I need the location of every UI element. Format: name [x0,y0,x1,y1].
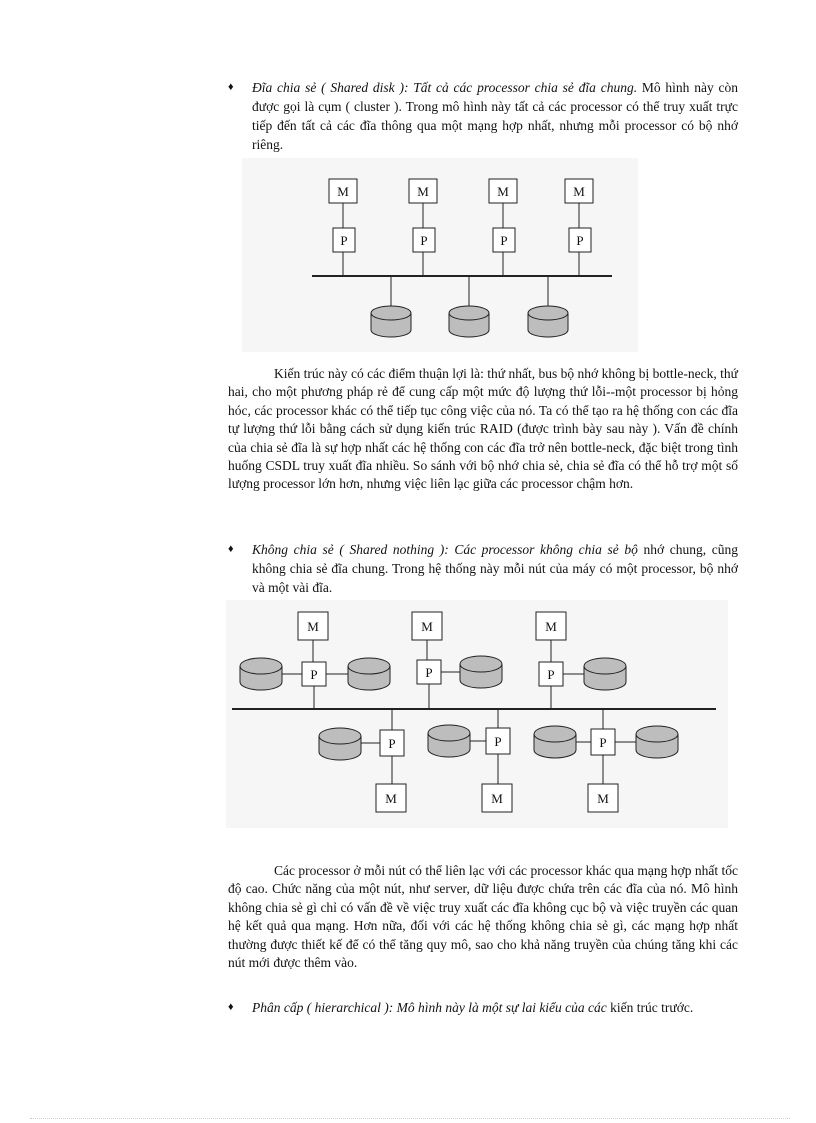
shared-disk-diagram [242,158,638,352]
memory-label: M [421,619,433,634]
bullet-body: nhớ chung, cũng không chia sẻ đĩa chung. Trong hệ thống này mỗi nút của máy có một processor, bộ nhớ và một vài đĩa. [252,542,738,595]
memory-label: M [497,184,509,199]
bullet-shared-nothing-text [252,540,738,597]
processor-label: P [420,233,428,248]
processor-label: P [425,665,433,680]
bullet-shared-nothing [228,540,738,597]
bullet-body: kiến trúc trước. [606,1000,694,1015]
bullet-lead: Không chia sẻ ( Shared nothing ): Các processor không chia sẻ bộ [252,542,638,557]
processor-label: P [576,233,584,248]
page-footer-divider [30,1118,790,1119]
processor-label: P [388,736,396,751]
shared-nothing-diagram [226,600,728,828]
memory-label: M [597,791,609,806]
memory-label: M [573,184,585,199]
memory-label: M [417,184,429,199]
processor-label: P [547,667,555,682]
processor-label: P [310,667,318,682]
memory-label: M [307,619,319,634]
paragraph-shared-nothing-detail: Các processor ở mỗi nút có thể liên lạc với các processor khác qua mạng hợp nhất tốc độ cao. Chức năng của một nút, như server, dữ liệu được chứa trên các đĩa của nó. Mô hình không chia sẻ gì chỉ có vấn đề về việc truy xuất các đĩa không cục bộ và việc truyền các quan hệ kết quả qua mạng. Hơn nữa, đối với các hệ thống không chia sẻ gì, các mạng hợp nhất thường được thiết kế để có thể tăng quy mô, sao cho khả năng truyền của chúng tăng khi các nút mới được thêm vào. [228,863,738,971]
bullet-hierarchical [228,998,738,1017]
diamond-bullet-icon: ♦ [228,1001,234,1013]
bullet-lead: Đĩa chia sẻ ( Shared disk ): Tất cả các processor chia sẻ đĩa chung. [252,80,638,95]
processor-label: P [500,233,508,248]
bullet-hierarchical-text [252,998,738,1017]
memory-label: M [545,619,557,634]
processor-label: P [599,735,607,750]
diamond-bullet-icon: ♦ [228,81,234,93]
paragraph-shared-disk-advantages: Kiến trúc này có các điểm thuận lợi là: thứ nhất, bus bộ nhớ không bị bottle-neck, thứ hai, cho một phương pháp rẻ để cung cấp một mức độ lượng thứ lỗi--một processor bị hỏng hóc, các processor khác có thể tiếp tục công việc của nó. Ta có thể tạo ra hệ thống con các đĩa tự lượng thứ lỗi bằng cách sử dụng kiến trúc RAID (được trình bày sau này ). Vấn đề chính của chia sẻ đĩa là sự hợp nhất các hệ thống con các đĩa trở nên bottle-neck, đặc biệt trong tình huống CSDL truy xuất đĩa nhiều. So sánh với bộ nhớ chia sẻ, chia sẻ đĩa có thể hỗ trợ một số lượng processor lớn hơn, nhưng việc liên lạc giữa các processor chậm hơn. [228,366,738,492]
bullet-lead: Phân cấp ( hierarchical ): Mô hình này là một sự lai kiểu của các [252,1000,607,1015]
processor-label: P [494,734,502,749]
memory-label: M [385,791,397,806]
memory-label: M [491,791,503,806]
bullet-body: Mô hình này còn được gọi là cụm ( cluster ). Trong mô hình này tất cả các processor có thể truy xuất trực tiếp đến tất cả các đĩa thông qua một mạng hợp nhất, nhưng mỗi processor có bộ nhớ riêng. [252,80,738,152]
bullet-shared-disk-text [252,78,738,154]
memory-label: M [337,184,349,199]
diamond-bullet-icon: ♦ [228,543,234,555]
processor-label: P [340,233,348,248]
bullet-shared-disk [228,78,738,154]
